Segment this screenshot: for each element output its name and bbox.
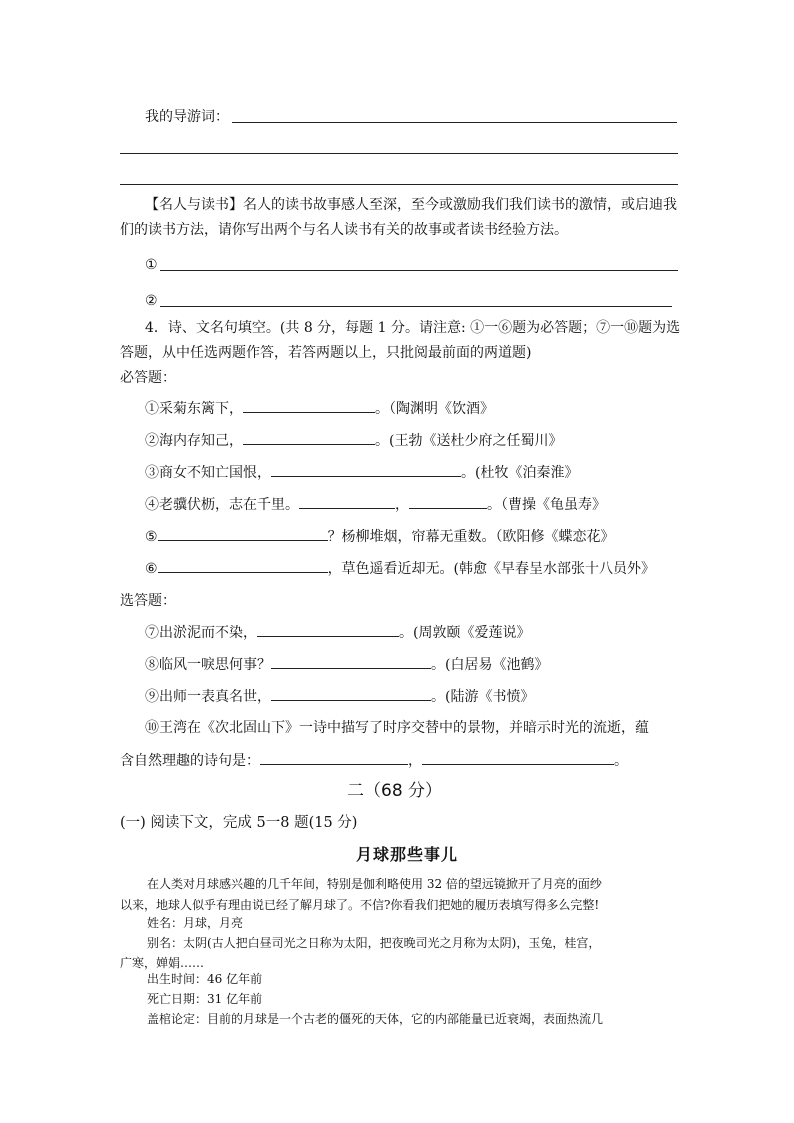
item-10-blank-a[interactable] xyxy=(260,750,408,765)
item-10-text: ⑩王湾在《次北固山下》一诗中描写了时序交替中的景物，并暗示时光的流逝，蕴 xyxy=(145,720,649,736)
article-title xyxy=(356,844,458,866)
section-2-subheading xyxy=(120,813,357,833)
optional-label-text: 选答题： xyxy=(120,593,176,609)
article-line-2 xyxy=(120,895,599,915)
item-3-blank[interactable] xyxy=(271,462,461,477)
item-5-pre: ⑤ xyxy=(145,529,158,545)
q4-item-10-line2 xyxy=(120,750,628,771)
item-7-post: 。(周敦颐《爱莲说》 xyxy=(399,625,531,641)
item-8-blank[interactable] xyxy=(271,654,431,669)
reading-prompt-text-1: 【名人与读书】名人的读书故事感人至深，至今或激励我们我们读书的激情，或启迪我 xyxy=(145,197,677,213)
guide-label-text: 我的导游词： xyxy=(145,109,229,125)
item-6-pre: ⑥ xyxy=(145,561,158,577)
item-7-pre: ⑦出淤泥而不染， xyxy=(145,625,257,641)
item-3-post: 。(杜牧《泊秦淮》 xyxy=(461,465,579,481)
q4-text-2: 答题，从中任选两题作答，若答两题以上，只批阅最前面的两道题) xyxy=(120,345,532,361)
item-1-pre: ①采菊东篱下， xyxy=(145,401,243,417)
q4-required-label xyxy=(120,368,176,388)
section-2-subheading-text: (一) 阅读下文，完成 5一8 题(15 分) xyxy=(120,815,358,831)
article-line-4 xyxy=(147,933,600,953)
article-text-2: 以来，地球人似乎有理由说已经了解月球了。不信?你看我们把她的履历表填写得多么完整! xyxy=(120,898,600,912)
article-line-7 xyxy=(147,989,262,1009)
item-10-mid: ， xyxy=(408,753,422,769)
q4-item-9 xyxy=(145,686,534,707)
answer-marker-1: ① xyxy=(145,257,158,273)
item-3-pre: ③商女不知亡国恨， xyxy=(145,465,271,481)
item-8-post: 。(白居易《池鹤》 xyxy=(431,657,549,673)
q4-instructions-1 xyxy=(145,318,680,338)
item-6-post: ，草色遥看近却无。(韩愈《早春呈水部张十八员外》 xyxy=(327,561,656,577)
q4-item-1 xyxy=(145,398,494,419)
item-4-blank-a[interactable] xyxy=(299,494,395,509)
article-text-1: 在人类对月球感兴趣的几千年间，特别是伽利略使用 32 倍的望远镜掀开了月亮的面纱 xyxy=(147,877,602,891)
article-line-3 xyxy=(147,913,243,933)
item-9-pre: ⑨出师一表真名世， xyxy=(145,689,271,705)
article-text-5: 广寒，婵娟…… xyxy=(120,956,205,970)
item-2-post: 。(王勃《送杜少府之任蜀川》 xyxy=(375,433,563,449)
article-line-1 xyxy=(147,874,602,894)
item-2-blank[interactable] xyxy=(243,430,375,445)
article-title-text: 月球那些事儿 xyxy=(356,845,459,864)
article-text-4: 别名：太阴(古人把白昼司光之日称为太阳，把夜晚司光之月称为太阴)，玉兔，桂宫， xyxy=(147,936,601,950)
article-text-7: 死亡日期：31 亿年前 xyxy=(147,992,263,1006)
item-10-pre: 含自然理趣的诗句是： xyxy=(120,753,260,769)
section-2-heading xyxy=(347,780,442,802)
q4-item-2 xyxy=(145,430,562,451)
item-7-blank[interactable] xyxy=(257,622,399,637)
article-text-8: 盖棺论定：目前的月球是一个古老的僵死的天体，它的内部能量已近衰竭，表面热流几 xyxy=(147,1012,604,1026)
reading-prompt-text-2: 们的读书方法，请你写出两个与名人读书有关的故事或者读书经验方法。 xyxy=(120,222,568,238)
item-9-blank[interactable] xyxy=(271,686,431,701)
q4-item-7 xyxy=(145,622,530,643)
reading-answer-line-2[interactable] xyxy=(160,306,672,307)
section-2-heading-text: 二（68 分） xyxy=(347,781,443,801)
q4-item-3 xyxy=(145,462,578,483)
item-4-blank-b[interactable] xyxy=(409,494,487,509)
item-4-pre: ④老骥伏枥，志在千里。 xyxy=(145,497,299,513)
guide-answer-line-3[interactable] xyxy=(120,184,678,185)
guide-label xyxy=(145,107,229,127)
item-6-blank[interactable] xyxy=(158,558,328,573)
article-line-6 xyxy=(147,969,262,989)
q4-item-6 xyxy=(145,558,655,579)
answer-marker-2: ② xyxy=(145,293,158,309)
item-4-mid: ， xyxy=(395,497,409,513)
item-10-blank-b[interactable] xyxy=(422,750,614,765)
article-line-8 xyxy=(147,1009,603,1029)
item-5-post: ？杨柳堆烟，帘幕无重数。（欧阳修《蝶恋花》 xyxy=(327,529,615,545)
item-2-pre: ②海内存知己， xyxy=(145,433,243,449)
q4-text-1: 4．诗、文名句填空。(共 8 分，每题 1 分。请注意: ①一⑥题为必答题；⑦一⑩题为选 xyxy=(145,320,681,336)
reading-prompt-line1 xyxy=(145,195,677,215)
q4-item-8 xyxy=(145,654,548,675)
item-4-post: 。（曹操《龟虽寿》 xyxy=(487,497,606,513)
article-text-6: 出生时间：46 亿年前 xyxy=(147,972,263,986)
item-1-blank[interactable] xyxy=(243,398,375,413)
required-label-text: 必答题： xyxy=(120,370,176,386)
q4-instructions-2 xyxy=(120,343,531,363)
q4-item-10-line1 xyxy=(145,718,649,738)
q4-item-5 xyxy=(145,526,615,547)
guide-answer-line-2[interactable] xyxy=(120,153,678,154)
item-8-pre: ⑧临风一唳思何事？ xyxy=(145,657,271,673)
item-10-post: 。 xyxy=(614,753,628,769)
guide-answer-line[interactable] xyxy=(232,122,677,123)
article-text-3: 姓名：月球，月亮 xyxy=(147,916,244,930)
reading-prompt-line2 xyxy=(120,220,568,240)
reading-answer-1 xyxy=(145,255,158,275)
item-5-blank[interactable] xyxy=(158,526,328,541)
item-9-post: 。(陆游《书愤》 xyxy=(431,689,535,705)
q4-item-4 xyxy=(145,494,606,515)
reading-answer-line-1[interactable] xyxy=(160,270,678,271)
q4-optional-label xyxy=(120,591,176,611)
item-1-post: 。（陶渊明《饮酒》 xyxy=(375,401,494,417)
reading-answer-2 xyxy=(145,291,158,311)
